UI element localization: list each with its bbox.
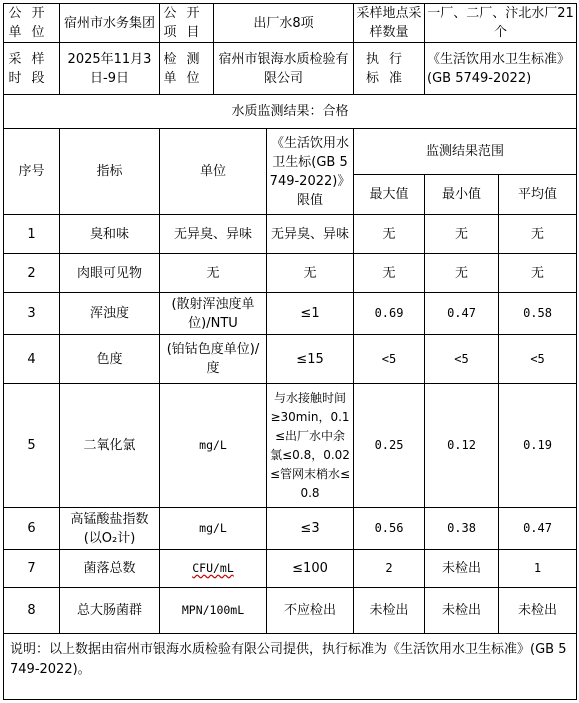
result-summary: 水质监测结果：合格 bbox=[4, 95, 577, 129]
cell-unit: mg/L bbox=[160, 384, 267, 508]
cell-limit: 不应检出 bbox=[267, 588, 354, 634]
report-table bbox=[3, 3, 577, 700]
cell-seq: 5 bbox=[4, 384, 60, 508]
cell-limit: ≤1 bbox=[267, 293, 354, 335]
cell-seq: 8 bbox=[4, 588, 60, 634]
info-label: 执行标准 bbox=[354, 43, 425, 95]
info-value: 宿州市水务集团 bbox=[60, 4, 160, 43]
table-row bbox=[4, 384, 577, 508]
cell-max: 无 bbox=[354, 215, 425, 254]
cell-avg: <5 bbox=[499, 335, 577, 384]
cell-max: <5 bbox=[354, 335, 425, 384]
cell-indicator: 二氧化氯 bbox=[60, 384, 160, 508]
cell-max: 未检出 bbox=[354, 588, 425, 634]
cell-avg: 未检出 bbox=[499, 588, 577, 634]
cell-max: 2 bbox=[354, 550, 425, 588]
info-label: 采样时段 bbox=[4, 43, 60, 95]
cell-unit: (铂钴色度单位)/度 bbox=[160, 335, 267, 384]
info-row bbox=[4, 43, 577, 95]
cell-max: 0.69 bbox=[354, 293, 425, 335]
cell-avg: 无 bbox=[499, 254, 577, 293]
cell-min: 未检出 bbox=[425, 550, 499, 588]
cell-seq: 3 bbox=[4, 293, 60, 335]
cell-avg: 0.58 bbox=[499, 293, 577, 335]
info-row bbox=[4, 4, 577, 43]
cell-limit: ≤3 bbox=[267, 508, 354, 550]
cell-min: 0.12 bbox=[425, 384, 499, 508]
header-row bbox=[4, 129, 577, 175]
cell-seq: 4 bbox=[4, 335, 60, 384]
cell-max: 无 bbox=[354, 254, 425, 293]
cell-indicator: 浑浊度 bbox=[60, 293, 160, 335]
cell-min: 无 bbox=[425, 254, 499, 293]
info-value: 2025年11月3日-9日 bbox=[60, 43, 160, 95]
cell-seq: 2 bbox=[4, 254, 60, 293]
info-value: 《生活饮用水卫生标准》(GB 5749-2022) bbox=[425, 43, 577, 95]
info-value: 出厂水8项 bbox=[214, 4, 354, 43]
info-label: 公开单位 bbox=[4, 4, 60, 43]
cell-limit: 与水接触时间≥30min，0.1≤出厂水中余氯≤0.8，0.02≤管网末梢水≤0.8 bbox=[267, 384, 354, 508]
table-row bbox=[4, 550, 577, 588]
cell-unit: MPN/100mL bbox=[160, 588, 267, 634]
cell-indicator: 菌落总数 bbox=[60, 550, 160, 588]
cell-indicator: 高锰酸盐指数(以O₂计) bbox=[60, 508, 160, 550]
info-label: 检测单位 bbox=[160, 43, 214, 95]
header-max: 最大值 bbox=[354, 175, 425, 215]
header-indicator: 指标 bbox=[60, 129, 160, 215]
cell-unit: mg/L bbox=[160, 508, 267, 550]
cell-avg: 0.19 bbox=[499, 384, 577, 508]
table-row bbox=[4, 215, 577, 254]
water-quality-report bbox=[3, 3, 576, 700]
header-seq: 序号 bbox=[4, 129, 60, 215]
cell-indicator: 臭和味 bbox=[60, 215, 160, 254]
cell-avg: 无 bbox=[499, 215, 577, 254]
cell-unit bbox=[160, 550, 267, 588]
table-row bbox=[4, 293, 577, 335]
cell-unit: 无异臭、异味 bbox=[160, 215, 267, 254]
unit-text: CFU/mL bbox=[192, 561, 234, 575]
cell-limit: 无异臭、异味 bbox=[267, 215, 354, 254]
cell-avg: 1 bbox=[499, 550, 577, 588]
header-limit: 《生活饮用水卫生标(GB 5749-2022)》限值 bbox=[267, 129, 354, 215]
info-value: 宿州市银海水质检验有限公司 bbox=[214, 43, 354, 95]
cell-min: 0.38 bbox=[425, 508, 499, 550]
summary-row bbox=[4, 95, 577, 129]
cell-limit: 无 bbox=[267, 254, 354, 293]
cell-limit: ≤15 bbox=[267, 335, 354, 384]
cell-limit: ≤100 bbox=[267, 550, 354, 588]
cell-indicator: 总大肠菌群 bbox=[60, 588, 160, 634]
info-value: 一厂、二厂、汴北水厂21个 bbox=[425, 4, 577, 43]
cell-min: <5 bbox=[425, 335, 499, 384]
cell-max: 0.25 bbox=[354, 384, 425, 508]
cell-unit: (散射浑浊度单位)/NTU bbox=[160, 293, 267, 335]
table-row bbox=[4, 588, 577, 634]
report-note: 说明：以上数据由宿州市银海水质检验有限公司提供，执行标准为《生活饮用水卫生标准》(GB 5749-2022)。 bbox=[4, 634, 577, 700]
cell-min: 0.47 bbox=[425, 293, 499, 335]
cell-seq: 6 bbox=[4, 508, 60, 550]
cell-indicator: 色度 bbox=[60, 335, 160, 384]
cell-avg: 0.47 bbox=[499, 508, 577, 550]
info-label: 公开项目 bbox=[160, 4, 214, 43]
header-avg: 平均值 bbox=[499, 175, 577, 215]
note-row bbox=[4, 634, 577, 700]
cell-min: 未检出 bbox=[425, 588, 499, 634]
cell-indicator: 肉眼可见物 bbox=[60, 254, 160, 293]
info-label: 采样地点采样数量 bbox=[354, 4, 425, 43]
cell-unit: 无 bbox=[160, 254, 267, 293]
header-unit: 单位 bbox=[160, 129, 267, 215]
cell-max: 0.56 bbox=[354, 508, 425, 550]
header-range: 监测结果范围 bbox=[354, 129, 577, 175]
table-row bbox=[4, 508, 577, 550]
cell-min: 无 bbox=[425, 215, 499, 254]
header-min: 最小值 bbox=[425, 175, 499, 215]
cell-seq: 1 bbox=[4, 215, 60, 254]
table-row bbox=[4, 335, 577, 384]
table-row bbox=[4, 254, 577, 293]
cell-seq: 7 bbox=[4, 550, 60, 588]
